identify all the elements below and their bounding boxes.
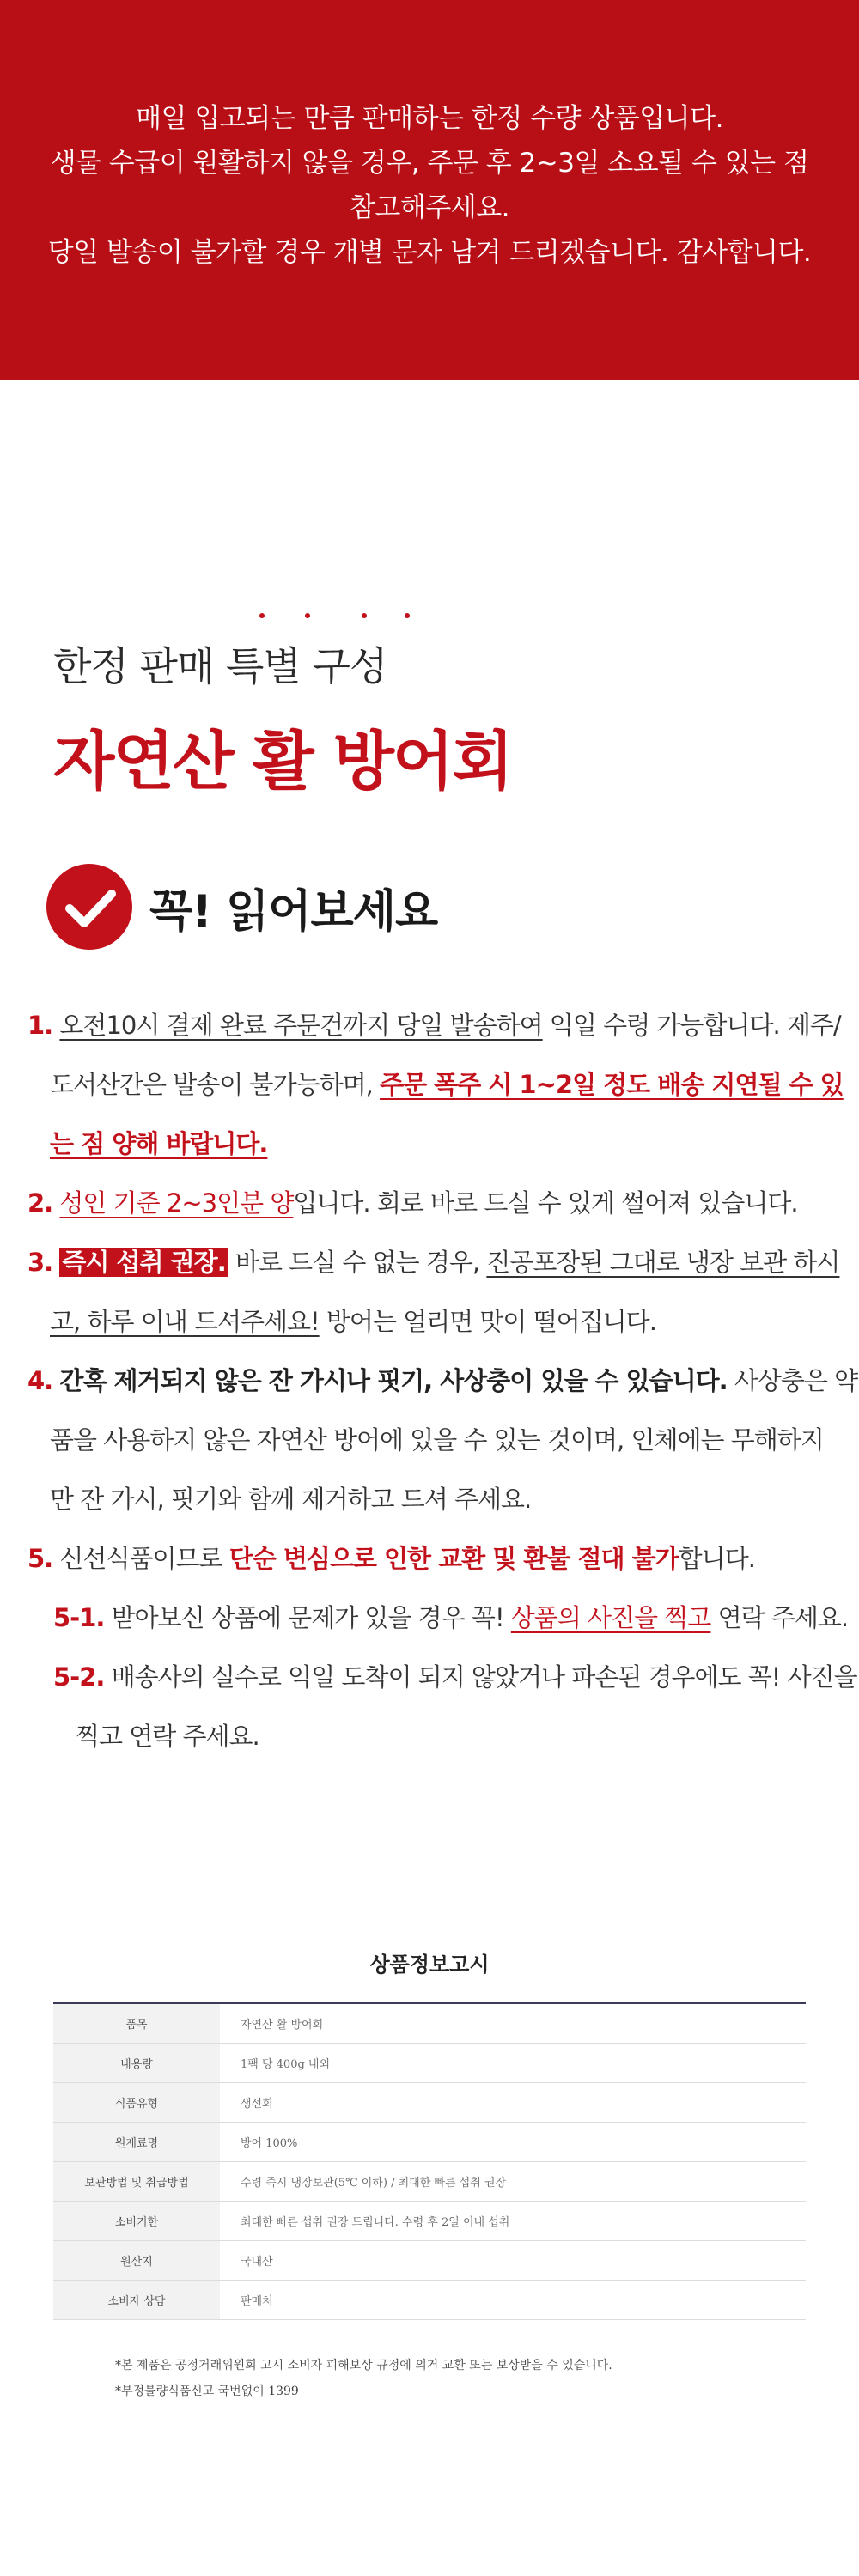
table-label: 내용량	[53, 2044, 220, 2083]
table-label: 소비기한	[53, 2202, 220, 2241]
note-number: 5-2.	[53, 1662, 105, 1692]
table-label: 식품유형	[53, 2083, 220, 2123]
note-3-line-2	[27, 1292, 835, 1352]
emphasis-dot	[362, 613, 367, 618]
product-info-title: 상품정보고시	[369, 1953, 490, 1977]
note-number: 3.	[27, 1248, 53, 1277]
note-text: 받아보신 상품에 문제가 있을 경우 꼭!	[104, 1603, 511, 1632]
table-value: 국내산	[220, 2241, 806, 2281]
note-underline: 고, 하루 이내 드셔주세요!	[50, 1307, 320, 1336]
note-number: 4.	[27, 1366, 53, 1395]
table-row	[53, 2123, 806, 2162]
read-section-title: 꼭! 읽어보세요	[149, 885, 438, 938]
note-3-line-1	[27, 1233, 840, 1292]
note-text: 사상충은 약	[727, 1366, 858, 1395]
note-5-2-line-1	[27, 1648, 857, 1707]
table-row	[53, 2281, 806, 2320]
table-value: 수령 즉시 냉장보관(5℃ 이하) / 최대한 빠른 섭취 권장	[220, 2162, 806, 2202]
table-value: 자연산 활 방어회	[220, 2003, 806, 2044]
banner-line: 당일 발송이 불가할 경우 개별 문자 남겨 드리겠습니다. 감사합니다.	[47, 237, 812, 268]
note-emphasis: 단순 변심으로 인한 교환 및 환불 절대 불가	[228, 1544, 679, 1573]
note-1-line-3	[27, 1115, 835, 1174]
table-label: 보관방법 및 취급방법	[53, 2162, 220, 2202]
table-value: 생선회	[220, 2083, 806, 2123]
note-bold: 간혹 제거되지 않은 잔 가시나 핏기, 사상충이 있을 수 있습니다.	[59, 1366, 728, 1395]
footnote: *본 제품은 공정거래위원회 고시 소비자 피해보상 규정에 의거 교환 또는 보상받을 수 있습니다.	[115, 2359, 612, 2372]
check-circle-icon	[45, 862, 134, 951]
note-text: 찍고 연락 주세요.	[76, 1722, 259, 1751]
note-underline: 진공포장된 그대로 냉장 보관 하시	[486, 1248, 840, 1277]
table-value: 최대한 빠른 섭취 권장 드립니다. 수령 후 2일 이내 섭취	[220, 2202, 806, 2241]
note-text: 신선식품이므로	[59, 1544, 229, 1573]
note-text: 합니다.	[678, 1544, 755, 1573]
note-emphasis: 성인 기준 2~3인분 양	[59, 1188, 294, 1218]
note-text: 연락 주세요.	[710, 1603, 849, 1632]
note-emphasis: 상품의 사진을 찍고	[510, 1603, 711, 1632]
table-row	[53, 2202, 806, 2241]
table-row	[53, 2083, 806, 2123]
note-text: 배송사의 실수로 익일 도착이 되지 않았거나 파손된 경우에도 꼭! 사진을	[104, 1662, 857, 1692]
note-1-line-1	[27, 996, 841, 1055]
note-text: 입니다. 회로 바로 드실 수 있게 썰어져 있습니다.	[293, 1188, 798, 1218]
table-value: 방어 100%	[220, 2123, 806, 2162]
note-number: 5.	[27, 1544, 53, 1573]
banner-line: 생물 수급이 원활하지 않을 경우, 주문 후 2~3일 소요될 수 있는 점	[50, 148, 809, 179]
note-2	[27, 1174, 835, 1233]
emphasis-dot	[405, 613, 410, 618]
notice-banner-text	[0, 96, 859, 275]
notice-list	[27, 996, 858, 1766]
note-text: 바로 드실 수 없는 경우,	[228, 1248, 487, 1277]
note-4-line-2	[27, 1411, 835, 1470]
product-info-footnotes	[115, 2353, 612, 2404]
hero-subtitle	[53, 635, 512, 692]
note-number: 5-1.	[53, 1603, 105, 1632]
note-4-line-3	[27, 1470, 835, 1529]
notice-banner	[0, 0, 859, 380]
table-row	[53, 2241, 806, 2281]
hero-title: 자연산 활 방어회	[53, 725, 512, 799]
note-text: 오전10시 결제 완료 주문건까지 당일 발송하여	[59, 1011, 543, 1040]
note-5-2-line-2	[27, 1707, 835, 1766]
emphasis-dot	[305, 613, 310, 618]
table-row	[53, 2162, 806, 2202]
footnote: *부정불량식품신고 국번없이 1399	[115, 2385, 299, 2398]
table-value: 1팩 당 400g 내외	[220, 2044, 806, 2083]
table-value: 판매처	[220, 2281, 806, 2320]
table-label: 품목	[53, 2003, 220, 2044]
read-section-header	[45, 862, 437, 951]
note-number: 2.	[27, 1188, 53, 1218]
hero-section	[53, 635, 512, 802]
table-row	[53, 2044, 806, 2083]
product-info-table	[53, 2002, 806, 2320]
table-row	[53, 2003, 806, 2044]
note-5	[27, 1529, 835, 1589]
note-4-line-1	[27, 1352, 858, 1411]
emphasis-dots	[53, 613, 397, 622]
banner-line: 매일 입고되는 만큼 판매하는 한정 수량 상품입니다.	[136, 103, 723, 134]
table-label: 원재료명	[53, 2123, 220, 2162]
table-label: 소비자 상담	[53, 2281, 220, 2320]
emphasis-dot	[259, 613, 265, 618]
note-text: 도서산간은 발송이 불가능하며,	[50, 1070, 381, 1099]
note-text: 품을 사용하지 않은 자연산 방어에 있을 수 있는 것이며, 인체에는 무해하지	[50, 1425, 824, 1455]
table-label: 원산지	[53, 2241, 220, 2281]
banner-line: 참고해주세요.	[349, 192, 510, 223]
note-emphasis: 는 점 양해 바랍니다.	[50, 1129, 268, 1158]
note-5-1	[27, 1589, 849, 1648]
note-number: 1.	[27, 1011, 53, 1040]
note-text: 익일 수령 가능합니다. 제주/	[542, 1011, 841, 1040]
hero-subtitle-text: 한정 판매 특별 구성	[53, 643, 387, 690]
note-highlight: 즉시 섭취 권장.	[59, 1248, 228, 1277]
note-text: 만 잔 가시, 핏기와 함께 제거하고 드셔 주세요.	[50, 1485, 532, 1514]
note-1-line-2	[27, 1055, 844, 1115]
note-emphasis: 주문 폭주 시 1~2일 정도 배송 지연될 수 있	[380, 1070, 844, 1099]
note-text: 방어는 얼리면 맛이 떨어집니다.	[319, 1307, 656, 1336]
